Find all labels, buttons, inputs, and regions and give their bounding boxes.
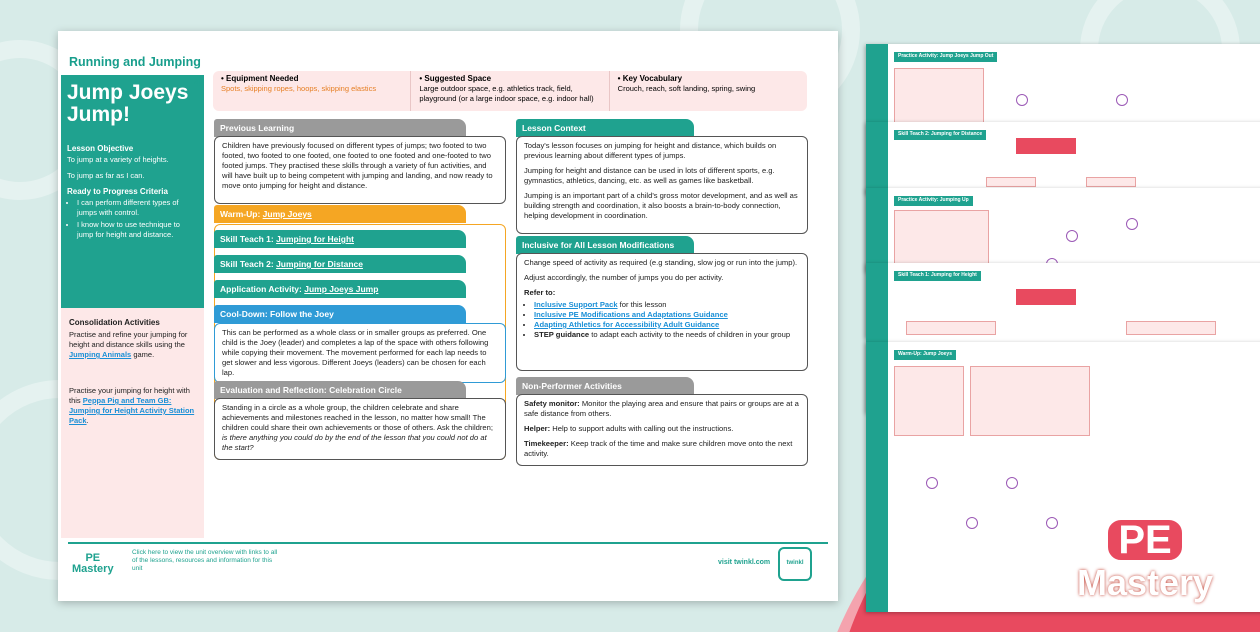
tab-skill-teach-2[interactable]: Skill Teach 2: Jumping for Distance [214,255,466,273]
lesson-context-tab: Lesson Context [516,119,694,137]
vocab-cell: • Key Vocabulary Crouch, reach, soft landing, spring, swing [609,71,807,111]
progress-item: • I know how to use technique to jump for height and distance. [77,220,198,239]
lesson-context-box: Today's lesson focuses on jumping for height and distance, which builds on previous learning about different types of jumps. Jumping for height and distance can be used in lots of different sports, e.g. gymnastics, athletics, dancing, etc. as well as games like basketball. Jumping is an important part of a child's gross motor development, and as well as building strength and coordination, it also boosts a brain-to-body connection, helping development in coordination. [516,136,808,234]
pe-mastery-logo-small: PE Mastery [72,552,114,575]
twinkl-badge: twinkl [778,547,812,581]
jumping-animals-link[interactable]: Jumping Animals [69,350,132,359]
left-column [61,53,204,538]
objective-line-1: To jump at a variety of heights. [67,155,169,164]
inclusive-support-pack-link[interactable]: Inclusive Support Pack [534,300,618,309]
unit-category: Running and Jumping [69,55,201,69]
consolidation-panel: Consolidation Activities Practise and refine your jumping for height and distance skills using the Jumping Animals game. Practise your jumping for height with this Peppa Pig and Team GB: Jumping for Height Activity Station Pack. [61,308,204,538]
previous-learning-box: Children have previously focused on different types of jumps; two footed to two footed, two footed to one footed, one footed to one footed and one-footed to two footed jumps. They practised these skills through a variety of fun activities, and will have built up to being competent with jumping and landing, and now ready to move onto jumping for height and distance. [214,136,506,204]
evaluation-tab: Evaluation and Reflection: Celebration Circle [214,381,466,399]
tab-warmup[interactable]: Warm-Up: Jump Joeys [214,205,466,223]
info-bar [213,71,807,111]
evaluation-box: Standing in a circle as a whole group, the children celebrate and share achievements and milestones reached in the lesson, no matter how small! The children could share their own achievements or those of others. Ask the children; is there anything you could do by the end of the lesson that you could not do at the start? [214,398,506,460]
inclusive-box: Change speed of activity as required (e.g standing, slow jog or run into the jump). Adjust accordingly, the number of jumps you do per activity. Refer to: • Inclusive Support Pack for this lesson • Inclusive PE Modifications and Adaptations Guidance • Adapting Athletics for Accessibility Adult Guidance • STEP guidance to adapt each activity to the needs of children in your group [516,253,808,371]
lesson-number: 4 [194,77,201,89]
page-footer [58,539,838,601]
consolidation-heading: Consolidation Activities [69,318,160,327]
preview-page-5: Warm-Up: Jump Joeys [866,342,1260,612]
previous-learning-tab: Previous Learning [214,119,466,137]
objective-heading: Lesson Objective [67,144,134,153]
cool-down-box: This can be performed as a whole class or in smaller groups as preferred. One child is the Joey (leader) and completes a lap of the space with others following while copying their movement. The movement performed for each lap needs to get slower and less vigorous. Different Joeys (leaders) can be chosen for each lap. [214,323,506,383]
tab-cool-down[interactable]: Cool-Down: Follow the Joey [214,305,466,323]
title-panel [61,75,204,308]
inclusive-tab: Inclusive for All Lesson Modifications [516,236,694,254]
lesson-title: Jump Joeys Jump! [67,81,189,126]
lesson-plan-page [58,31,838,601]
space-cell: • Suggested Space Large outdoor space, e.g. athletics track, field, playground (or a large indoor space, e.g. indoor hall) [410,71,608,111]
preview-page-4: Skill Teach 1: Jumping for Height [866,263,1260,413]
progress-item: • I can perform different types of jumps with control. [77,198,198,217]
non-performer-box: Safety monitor: Monitor the playing area and ensure that pairs or groups are at a safe distance from others. Helper: Help to support adults with calling out the instructions. Timekeeper: Keep track of the time and make sure children move onto the next activity. [516,394,808,466]
tab-skill-teach-1[interactable]: Skill Teach 1: Jumping for Height [214,230,466,248]
pe-mastery-logo: PE Mastery [1076,518,1214,603]
non-performer-tab: Non-Performer Activities [516,377,694,395]
tab-application[interactable]: Application Activity: Jump Joeys Jump [214,280,466,298]
objective-line-2: To jump as far as I can. [67,171,145,180]
visit-twinkl-link[interactable]: visit twinkl.com [718,559,771,566]
inclusive-pe-guidance-link[interactable]: Inclusive PE Modifications and Adaptations Guidance [534,310,728,319]
preview-page-3: Practice Activity: Jumping Up [866,188,1260,338]
unit-overview-link[interactable]: Click here to view the unit overview with links to all of the lessons, resources and information for this unit [132,549,278,572]
adapting-athletics-link[interactable]: Adapting Athletics for Accessibility Adult Guidance [534,320,720,329]
preview-page-2: Skill Teach 2: Jumping for Distance [866,122,1260,272]
preview-page-1: Practice Activity: Jump Joeys Jump Out [866,44,1260,194]
equipment-cell: • Equipment Needed Spots, skipping ropes, hoops, skipping elastics [221,74,377,93]
peppa-pig-link[interactable]: Peppa Pig and Team GB: Jumping for Height Activity Station Pack [69,396,195,425]
progress-heading: Ready to Progress Criteria [67,187,168,196]
